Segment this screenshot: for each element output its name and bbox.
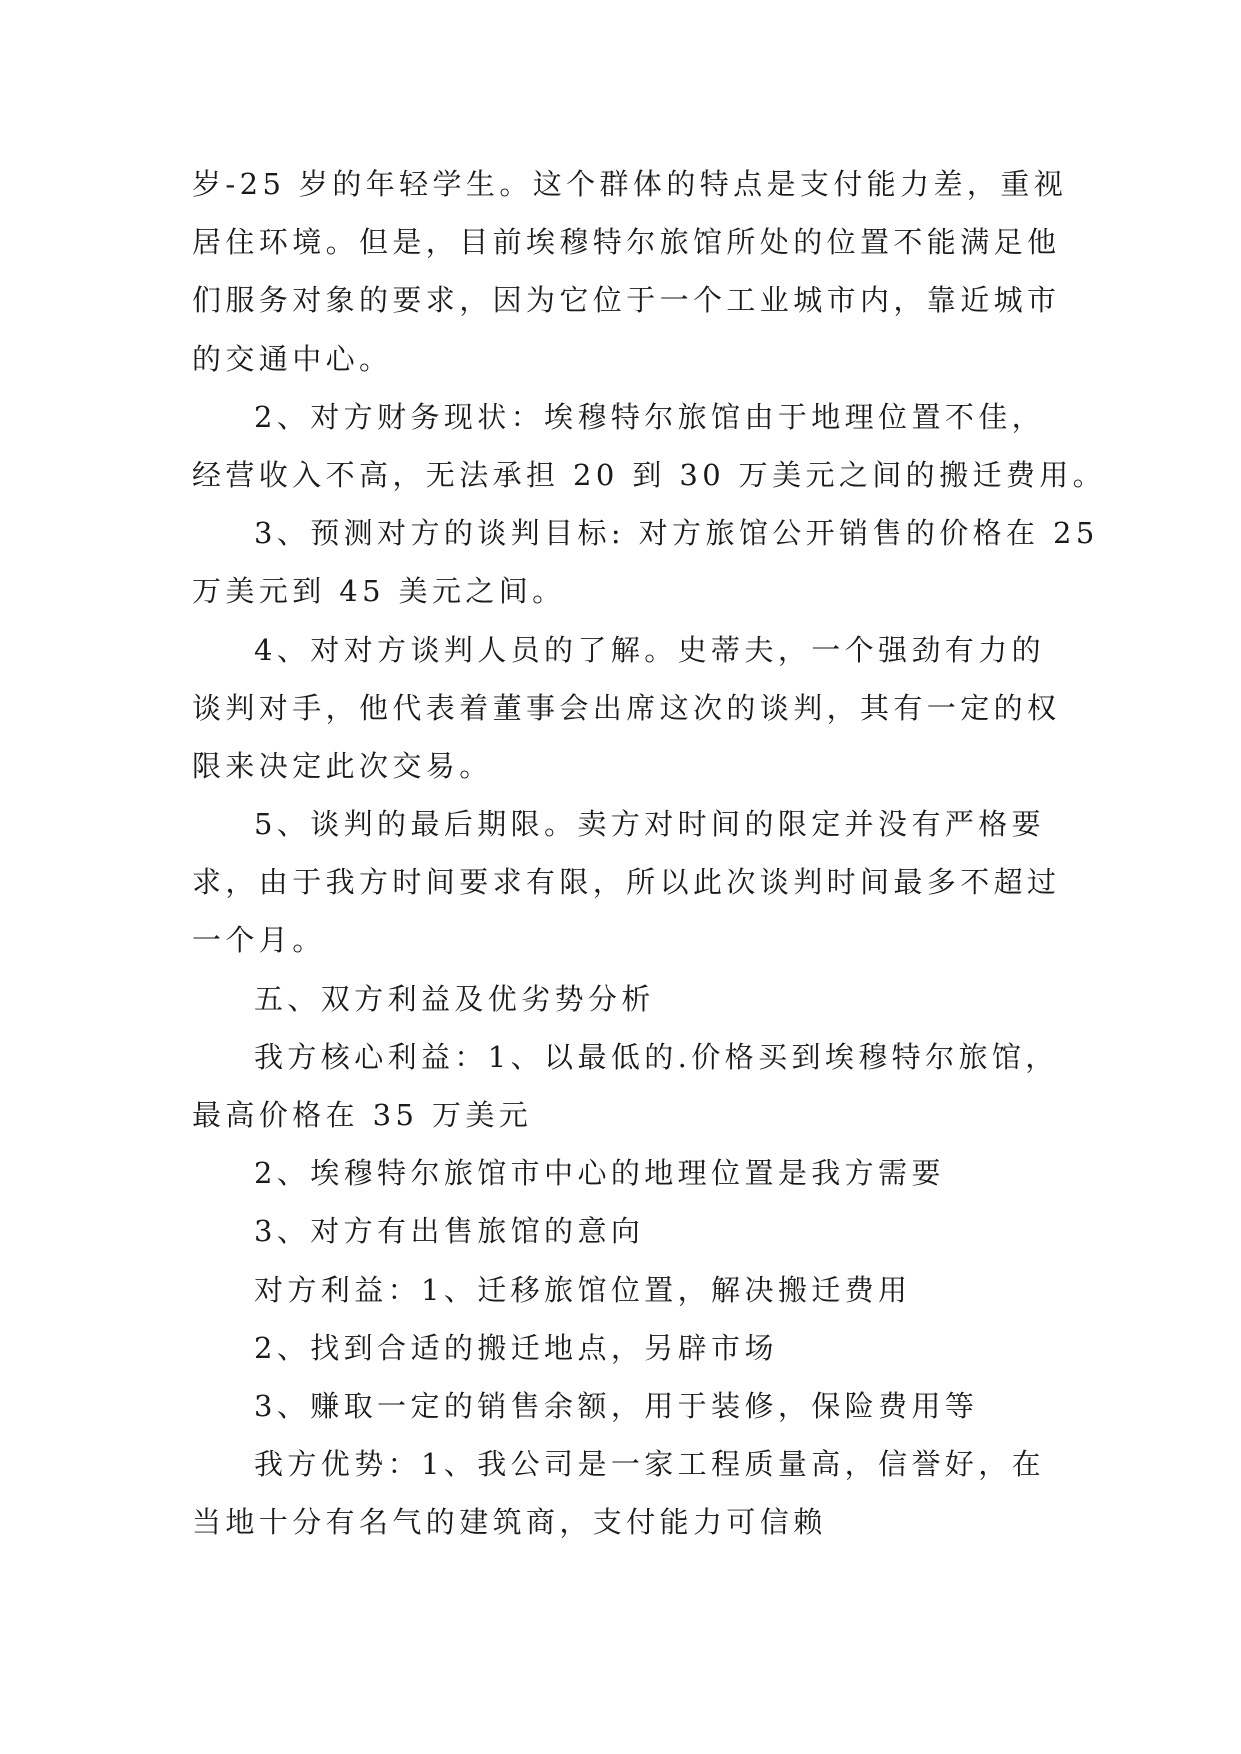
text-line: 5、谈判的最后期限。卖方对时间的限定并没有严格要 <box>254 807 1046 842</box>
text-line: 五、双方利益及优劣势分析 <box>254 981 655 1016</box>
text-line: 3、预测对方的谈判目标: 对方旅馆公开销售的价格在 25 <box>254 516 1099 551</box>
text-line: 2、对方财务现状：埃穆特尔旅馆由于地理位置不佳， <box>254 399 1046 434</box>
text-line: 岁-25 岁的年轻学生。这个群体的特点是支付能力差，重视 <box>192 167 1068 201</box>
text-line: 谈判对手，他代表着董事会出席这次的谈判，其有一定的权 <box>192 690 1061 725</box>
text-line: 我方核心利益：1、以最低的.价格买到埃穆特尔旅馆， <box>254 1039 1059 1074</box>
text-line: 3、赚取一定的销售余额，用于装修，保险费用等 <box>254 1388 979 1423</box>
text-line: 的交通中心。 <box>192 341 393 376</box>
text-line: 居住环境。但是，目前埃穆特尔旅馆所处的位置不能满足他 <box>192 225 1061 260</box>
text-line: 们服务对象的要求，因为它位于一个工业城市内，靠近城市 <box>192 283 1061 318</box>
text-line: 限来决定此次交易。 <box>192 748 493 783</box>
text-line: 我方优势：1、我公司是一家工程质量高，信誉好，在 <box>254 1447 1046 1482</box>
text-line: 万美元到 45 美元之间。 <box>192 574 566 609</box>
text-line: 求，由于我方时间要求有限，所以此次谈判时间最多不超过 <box>192 865 1061 900</box>
text-line: 当地十分有名气的建筑商，支付能力可信赖 <box>192 1505 827 1540</box>
text-line: 对方利益：1、迁移旅馆位置，解决搬迁费用 <box>254 1272 912 1307</box>
text-line: 2、埃穆特尔旅馆市中心的地理位置是我方需要 <box>254 1156 945 1191</box>
text-line: 3、对方有出售旅馆的意向 <box>254 1214 645 1249</box>
text-line: 经营收入不高，无法承担 20 到 30 万美元之间的搬迁费用。 <box>192 457 1107 492</box>
text-line: 最高价格在 35 万美元 <box>192 1098 533 1132</box>
document-body <box>192 155 1107 1552</box>
text-line: 4、对对方谈判人员的了解。史蒂夫，一个强劲有力的 <box>254 632 1046 667</box>
text-line: 一个月。 <box>192 923 326 958</box>
text-line: 2、找到合适的搬迁地点，另辟市场 <box>254 1330 778 1365</box>
